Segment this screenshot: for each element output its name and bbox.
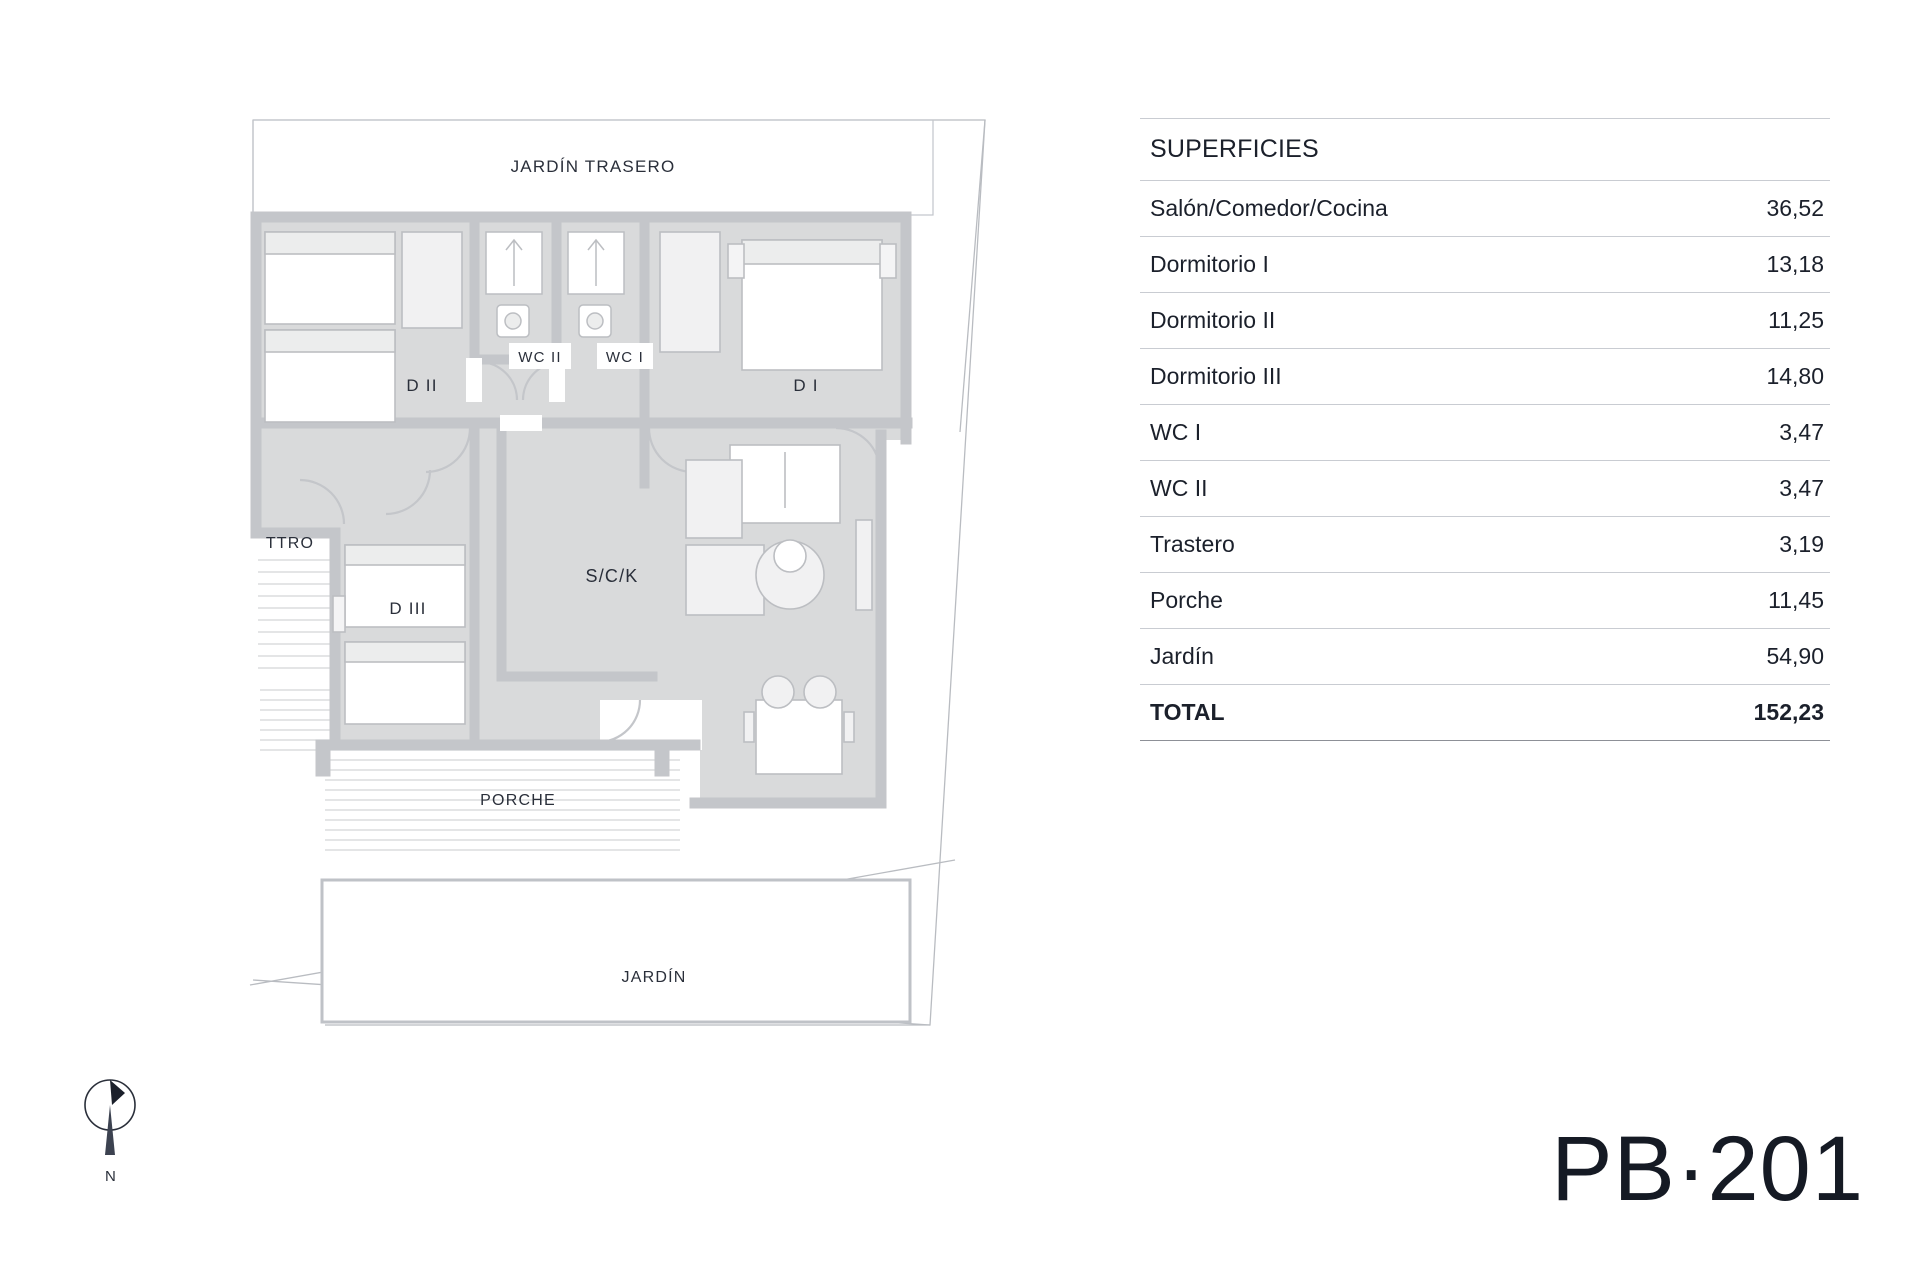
surface-name: Salón/Comedor/Cocina (1150, 195, 1388, 221)
label-bedroom-1: D I (793, 376, 819, 395)
label-living: S/C/K (585, 566, 639, 586)
label-storage: TTRO (265, 535, 315, 552)
compass-label: N (105, 1168, 116, 1185)
label-garden: JARDÍN (621, 969, 687, 986)
label-bedroom-2: D II (406, 376, 438, 395)
surface-name: Dormitorio I (1150, 251, 1269, 277)
table-row (1140, 629, 1830, 685)
plan-code: PB·201 (1551, 1118, 1864, 1220)
table-row (1140, 573, 1830, 629)
furniture-bedroom-1 (660, 232, 896, 370)
label-bedroom-3: D III (389, 599, 427, 618)
surfaces-title: SUPERFICIES (1140, 118, 1830, 181)
label-porch: PORCHE (480, 792, 556, 809)
table-row-total (1140, 685, 1830, 741)
front-garden-block (322, 880, 910, 1022)
surface-value: 11,45 (1768, 587, 1824, 613)
table-row (1140, 349, 1830, 405)
label-wc-2: WC II (518, 349, 562, 366)
surface-value: 3,47 (1779, 475, 1824, 501)
surface-value: 13,18 (1766, 251, 1824, 277)
surface-name: Dormitorio II (1150, 307, 1276, 333)
table-row (1140, 237, 1830, 293)
surface-value: 36,52 (1766, 195, 1824, 221)
compass-icon (78, 1075, 156, 1161)
surface-value: 14,80 (1766, 363, 1824, 389)
total-value: 152,23 (1753, 699, 1824, 725)
table-row (1140, 293, 1830, 349)
surface-name: Porche (1150, 587, 1223, 613)
label-back-garden: JARDÍN TRASERO (510, 157, 676, 176)
surface-name: Trastero (1150, 531, 1235, 557)
table-row (1140, 405, 1830, 461)
table-row (1140, 181, 1830, 237)
north-arrow (78, 1075, 156, 1185)
surfaces-table (1140, 118, 1830, 741)
surface-name: Jardín (1150, 643, 1214, 669)
surface-value: 3,47 (1779, 419, 1824, 445)
table-row (1140, 461, 1830, 517)
surface-name: Dormitorio III (1150, 363, 1282, 389)
surface-value: 54,90 (1766, 643, 1824, 669)
surface-name: WC II (1150, 475, 1208, 501)
surface-value: 11,25 (1768, 307, 1824, 333)
label-wc-1: WC I (605, 349, 645, 366)
table-row (1140, 517, 1830, 573)
surface-name: WC I (1150, 419, 1202, 445)
surface-value: 3,19 (1779, 531, 1824, 557)
total-label: TOTAL (1150, 699, 1225, 725)
side-path-hatch (258, 560, 330, 668)
